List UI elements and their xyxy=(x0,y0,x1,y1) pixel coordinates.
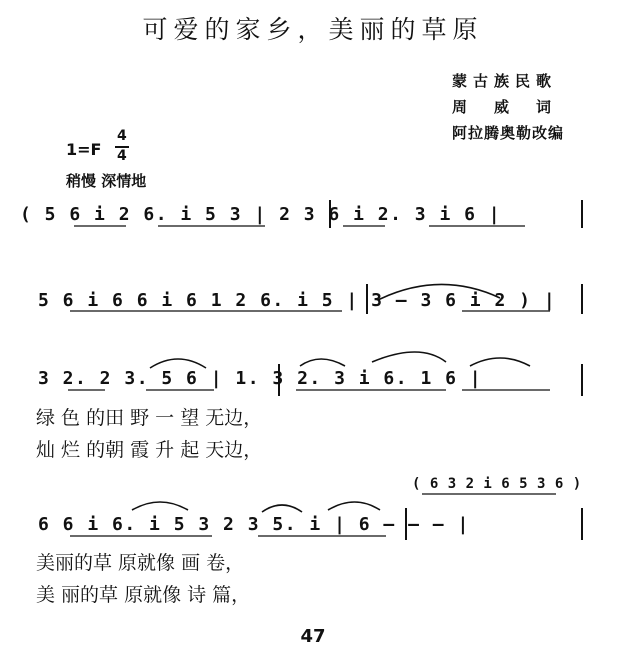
time-signature-bottom: 4 xyxy=(117,148,127,164)
slur xyxy=(328,502,380,510)
notation-line-1: ( 5 6 i 2 6. i 5 3 | 2 3 6 i 2. 3 i 6 | xyxy=(20,204,502,225)
lyric-verse2-line1: 灿 烂 的朝 霞 升 起 天边， xyxy=(36,439,263,461)
barline xyxy=(278,364,280,396)
slur xyxy=(262,505,302,512)
slur xyxy=(470,358,530,366)
time-signature-top: 4 xyxy=(117,128,127,144)
barline xyxy=(366,284,368,314)
lyric-verse1-line2: 美丽的草 原就像 画 卷， xyxy=(36,552,245,574)
lyric-verse1-line1: 绿 色 的田 野 一 望 无边， xyxy=(36,407,263,429)
barline xyxy=(329,200,331,228)
slur xyxy=(372,352,446,362)
barline xyxy=(581,508,583,540)
slur xyxy=(300,359,345,366)
barline xyxy=(581,200,583,228)
credit-origin: 蒙古族民歌 xyxy=(452,72,558,90)
notation-line-3: 3 2. 2 3. 5 6 | 1. 3 2. 3 i 6. 1 6 | xyxy=(38,368,483,389)
credit-arranger: 阿拉腾奥勒改编 xyxy=(452,124,565,142)
notation-line-2: 5 6 i 6 6 i 6 1 2 6. i 5 | 3 – 3 6 i 2 ) | xyxy=(38,290,557,311)
slur xyxy=(132,502,188,510)
notation-line-4: 6 6 i 6. i 5 3 2 3 5. i | 6 – – – | xyxy=(38,514,470,535)
barline xyxy=(405,508,407,540)
song-title: 可爱的家乡，美丽的草原 xyxy=(142,15,484,44)
credit-lyricist: 周 威 词 xyxy=(452,98,558,116)
page-number: 47 xyxy=(300,626,326,647)
tempo-marking: 稍慢 深情地 xyxy=(66,172,147,190)
barline xyxy=(581,364,583,396)
lyric-verse2-line2: 美 丽的草 原就像 诗 篇， xyxy=(36,584,251,606)
slur xyxy=(150,359,206,368)
interlude-notation: ( 6 3 2 i 6 5 3 6 ) xyxy=(412,476,582,492)
key-signature: 1=F xyxy=(66,140,102,159)
barline xyxy=(581,284,583,314)
